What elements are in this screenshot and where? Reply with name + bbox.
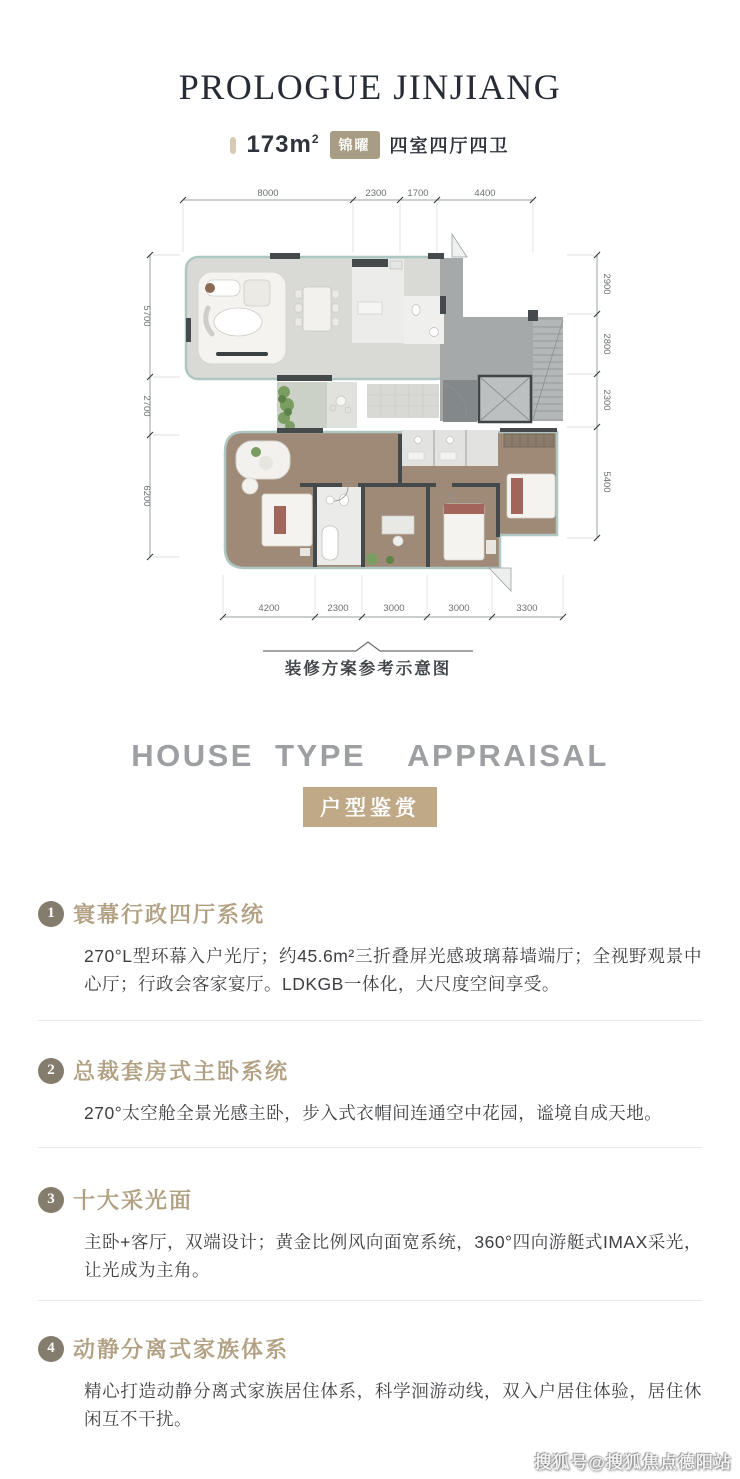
section-4-head (38, 1333, 702, 1364)
dim-top-3: 1700 (407, 188, 429, 199)
area-bar-icon (230, 137, 236, 154)
elevator (479, 376, 531, 422)
bathroom-mid (317, 487, 361, 565)
dim-top-1: 8000 (257, 188, 279, 199)
section-1-head (38, 898, 702, 929)
dim-left-1: 5700 (141, 305, 152, 327)
dim-right-2: 2800 (601, 333, 612, 355)
floorplan (0, 175, 740, 680)
unit-area-value: 173m (246, 131, 312, 158)
unit-rooms: 四室四厅四卫 (389, 136, 510, 156)
feature-section-2 (38, 1021, 702, 1148)
dim-top-2: 2300 (365, 188, 387, 199)
stairs (533, 320, 563, 419)
floorplan-svg (0, 175, 740, 680)
dining-table (295, 287, 339, 331)
dim-left-3: 6200 (141, 485, 152, 507)
brand-logo: PROLOGUE JINJIANG (178, 67, 562, 107)
section-1-number-badge: 1 (38, 901, 64, 927)
feature-section-3 (38, 1148, 702, 1301)
section-3-number-badge: 3 (38, 1187, 64, 1213)
section-3-body: 主卧+客厅，双端设计；黄金比例风向面宽系统，360°四向游艇式IMAX采光，让光成为主角。 (84, 1232, 702, 1280)
section-3-head (38, 1184, 702, 1215)
appraisal-badge: 户型鉴赏 (303, 787, 437, 827)
dim-bottom-3: 3000 (383, 603, 405, 614)
bathroom-upper (404, 296, 444, 344)
feature-sections (38, 880, 702, 1453)
section-3-title: 十大采光面 (73, 1188, 194, 1213)
unit-spec-row (0, 131, 740, 159)
dim-right-1: 2900 (601, 273, 612, 295)
plan-caption (263, 642, 473, 678)
bath-row (402, 430, 498, 466)
feature-section-4 (38, 1301, 702, 1453)
section-2-number-badge: 2 (38, 1058, 64, 1084)
section-4-title: 动静分离式家族体系 (73, 1337, 290, 1362)
dim-bottom-1: 4200 (258, 603, 280, 614)
feature-section-1 (38, 880, 702, 1021)
dim-right-4: 5400 (601, 471, 612, 493)
section-4-number-badge: 4 (38, 1336, 64, 1362)
dim-top-4: 4400 (474, 188, 496, 199)
appraisal-header (0, 738, 740, 827)
plan-caption-text: 装修方案参考示意图 (284, 660, 452, 678)
bed-4 (507, 474, 555, 518)
appraisal-title-en: HOUSE TYPE APPRAISAL (131, 738, 609, 773)
section-1-title: 寰幕行政四厅系统 (73, 902, 266, 927)
courtyard (277, 382, 439, 431)
dim-bottom-2: 2300 (327, 603, 349, 614)
unit-name-badge: 锦曜 (330, 131, 380, 159)
section-4-body: 精心打造动静分离式家族居住体系，科学洄游动线，双入户居住体验，居住休闲互不干扰。 (84, 1381, 702, 1429)
living-sofa (198, 272, 286, 364)
wardrobe (504, 434, 554, 447)
entry-flag (452, 234, 467, 257)
kitchen (352, 259, 404, 343)
section-2-title: 总裁套房式主卧系统 (73, 1059, 290, 1084)
dim-right-3: 2300 (601, 389, 612, 411)
dim-bottom-4: 3000 (448, 603, 470, 614)
dim-left-2: 2700 (141, 395, 152, 417)
unit-area-sup: 2 (311, 132, 320, 146)
unit-area (246, 131, 319, 159)
section-2-body: 270°太空舱全景光感主卧，步入式衣帽间连通空中花园，谧境自成天地。 (84, 1103, 663, 1123)
watermark: 搜狐号@搜狐焦点德阳站 (534, 1453, 732, 1472)
section-1-body: 270°L型环幕入户光厅；约45.6m²三折叠屏光感玻璃幕墙端厅；全视野观景中心厅；行政会客家宴厅。LDKGB一体化，大尺度空间享受。 (84, 946, 702, 994)
dim-bottom-5: 3300 (516, 603, 538, 614)
section-2-head (38, 1055, 702, 1086)
